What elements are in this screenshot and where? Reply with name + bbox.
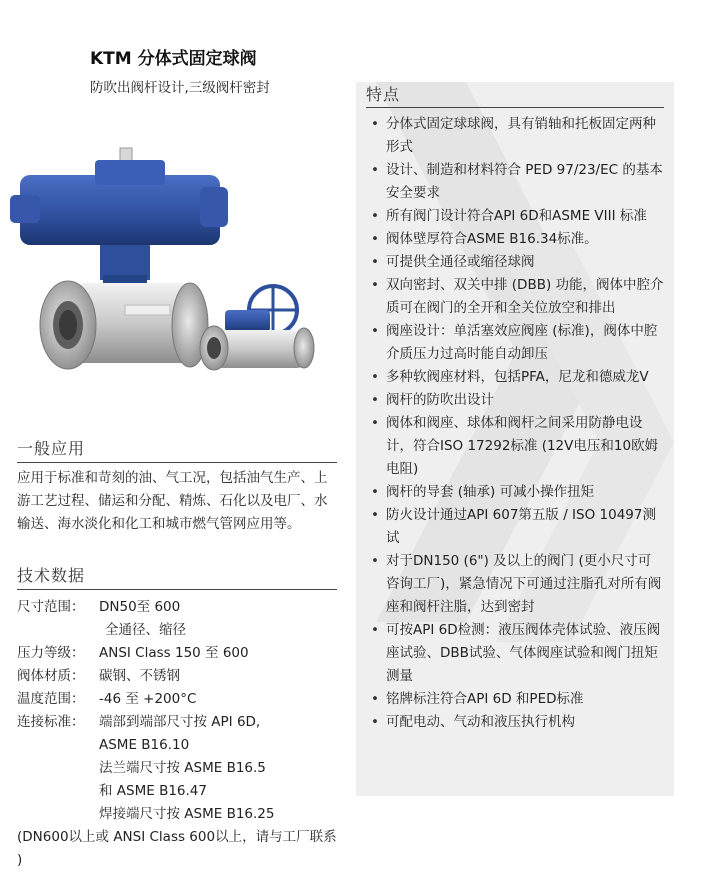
tech-data-section [17,563,337,872]
feature-item: • 阀杆的防吹出设计 [368,389,664,412]
spec-pressure-value: ANSI Class 150 至 600 [99,645,249,661]
spec-connection-line5: 焊接端尺寸按 ASME B16.25 [99,806,275,822]
spec-pressure [17,642,337,665]
feature-item: • 阀杆的导套 (轴承) 可减小操作扭矩 [368,481,664,504]
feature-item: • 设计、制造和材料符合 PED 97/23/EC 的基本安全要求 [368,159,664,205]
feature-item: • 多种软阀座材料，包括PFA，尼龙和德威龙V [368,366,664,389]
applications-section [17,436,337,536]
spec-connection [17,711,337,734]
feature-item: • 分体式固定球球阀，具有销轴和托板固定两种形式 [368,113,664,159]
features-list [356,113,674,734]
spec-connection-line1: 端部到端部尺寸按 API 6D, [99,714,261,730]
feature-item: • 可配电动、气动和液压执行机构 [368,711,664,734]
spec-temperature [17,688,337,711]
feature-item: • 对于DN150 (6") 及以上的阀门 (更小尺寸可咨询工厂)，紧急情况下可通过注脂孔对所有阀座和阀杆注脂，达到密封 [368,550,664,619]
tech-data-heading: 技术数据 [17,563,337,590]
spec-footnote: (DN600以上或 ANSI Class 600以上，请与工厂联系 ) [17,829,337,868]
feature-item: • 阀体壁厚符合ASME B16.34标准。 [368,228,664,251]
product-title: KTM 分体式固定球阀 [90,49,257,69]
spec-connection-line4: 和 ASME B16.47 [99,783,207,799]
feature-item: • 所有阀门设计符合API 6D和ASME VIII 标准 [368,205,664,228]
features-heading: 特点 [366,82,664,108]
applications-text: 应用于标准和苛刻的油、气工况，包括油气生产、上游工艺过程、储运和分配、精炼、石化以及电厂、水输送、海水淡化和化工和城市燃气管网应用等。 [17,470,328,532]
valve-product-image [0,135,345,375]
spec-temperature-label: 温度范围： [17,691,85,707]
spec-pressure-label: 压力等级： [17,645,85,661]
spec-material-value: 碳钢、不锈钢 [99,668,180,684]
valve-body-large [40,281,208,369]
spec-connection-label: 连接标准： [17,714,85,730]
applications-heading: 一般应用 [17,436,337,463]
spec-connection-line3: 法兰端尺寸按 ASME B16.5 [99,760,266,776]
feature-item: • 可提供全通径或缩径球阀 [368,251,664,274]
feature-item: • 阀体和阀座、球体和阀杆之间采用防静电设计，符合ISO 17292标准 (12V电压和10欧姆电阻) [368,412,664,481]
feature-item: • 防火设计通过API 607第五版 / ISO 10497测试 [368,504,664,550]
feature-item: • 双向密封、双关中排 (DBB) 功能，阀体中腔介质可在阀门的全开和全关位放空和排出 [368,274,664,320]
spec-size-label: 尺寸范围： [17,599,85,615]
spec-connection-line2: ASME B16.10 [99,737,190,753]
spec-temperature-value: -46 至 +200°C [99,691,197,707]
actuator-large [10,148,228,289]
feature-item: • 可按API 6D检测：液压阀体壳体试验、液压阀座试验、DBB试验、气体阀座试验和阀门扭矩测量 [368,619,664,688]
spec-size-note: 全通径、缩径 [105,622,186,638]
spec-size-value: DN50至 600 [99,599,181,615]
spec-material [17,665,337,688]
product-subtitle: 防吹出阀杆设计,三级阀杆密封 [90,80,270,96]
feature-item: • 铭牌标注符合API 6D 和PED标准 [368,688,664,711]
features-panel [356,82,674,796]
spec-material-label: 阀体材质： [17,668,85,684]
spec-size [17,596,337,619]
feature-item: • 阀座设计：单活塞效应阀座 (标准)，阀体中腔介质压力过高时能自动卸压 [368,320,664,366]
valve-small [200,286,314,370]
